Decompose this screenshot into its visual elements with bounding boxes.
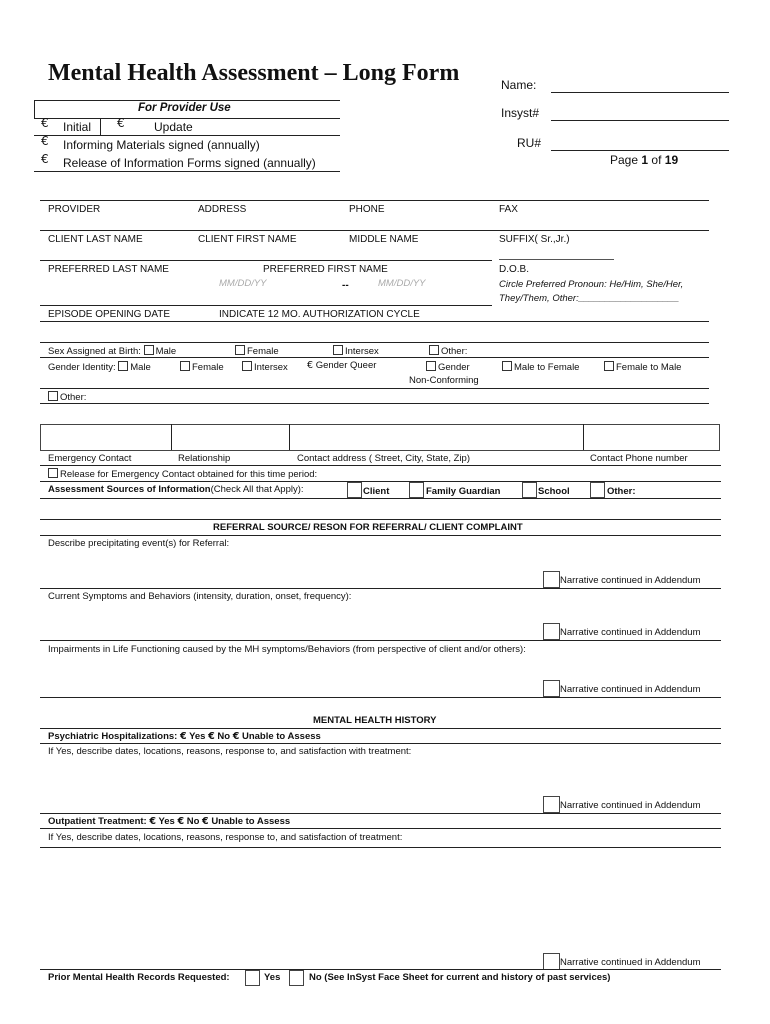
history-heading: MENTAL HEALTH HISTORY [313,715,437,726]
provider-use-title: For Provider Use [138,102,231,114]
psych-yes-checkbox[interactable]: € [179,731,187,742]
name-field[interactable] [551,92,729,93]
assessment-sources-label: Assessment Sources of Information(Check All that Apply): [48,484,304,495]
gender-m2f-option[interactable]: Male to Female [502,361,579,373]
provider-label: PROVIDER [48,204,101,215]
ru-field[interactable] [551,150,729,151]
symptoms-label: Current Symptoms and Behaviors (intensity, duration, onset, frequency): [48,591,352,602]
gender-nonconforming-label: Non-Conforming [409,375,479,386]
narrative-checkbox-5[interactable] [543,953,560,970]
psych-unable-checkbox[interactable]: € [232,731,240,742]
prior-records-yes-checkbox[interactable] [245,970,260,986]
relationship-label: Relationship [178,453,231,464]
form-title: Mental Health Assessment – Long Form [48,60,460,86]
date-dash: -- [342,280,349,291]
narrative-checkbox-4[interactable] [543,796,560,813]
fax-label: FAX [499,204,518,215]
narrative-label-3: Narrative continued in Addendum [560,684,701,695]
psych-no-checkbox[interactable]: € [208,731,215,742]
update-checkbox[interactable]: € [117,116,125,130]
source-client-label: Client [363,486,390,497]
contact-address-label: Contact address ( Street, City, State, Zip) [297,453,470,464]
psych-description-label: If Yes, describe dates, locations, reasons, response to, and satisfaction with treatment: [48,746,412,757]
checkbox-icon [180,361,190,371]
sex-assigned-row: Sex Assigned at Birth: Male [48,346,177,357]
informing-label: Informing Materials signed (annually) [63,138,260,152]
emergency-release-option[interactable]: Release for Emergency Contact obtained for this time period: [48,468,317,480]
prior-records-no-label: No (See InSyst Face Sheet for current and history of past services) [309,972,611,983]
outpatient-unable-checkbox[interactable]: € [202,816,209,827]
narrative-checkbox-1[interactable] [543,571,560,588]
gender-identity-row: Gender Identity: Male [48,362,151,373]
gender-nonconforming-option[interactable]: Gender [426,361,470,373]
checkbox-icon [235,345,245,355]
checkbox-icon [48,468,58,478]
emergency-contact-table [40,424,720,451]
release-label: Release of Information Forms signed (annually) [63,156,316,170]
source-other-label: Other: [607,486,636,497]
preferred-first-label: PREFERRED FIRST NAME [263,264,388,275]
dob-label: D.O.B. [499,264,530,275]
suffix-label: SUFFIX( Sr.,Jr.) [499,234,570,245]
source-client-checkbox[interactable] [347,482,362,498]
sex-male-checkbox[interactable] [144,345,154,355]
authorization-cycle-label: INDICATE 12 MO. AUTHORIZATION CYCLE [219,309,420,320]
psychiatric-hosp-row: Psychiatric Hospitalizations: € Yes € No € Unable to Assess [48,731,321,742]
gender-f2m-option[interactable]: Female to Male [604,361,681,373]
date-start-placeholder[interactable]: MM/DD/YY [219,278,267,289]
source-family-label: Family Guardian [426,486,501,497]
narrative-checkbox-2[interactable] [543,623,560,640]
name-label: Name: [501,78,537,92]
sex-other-option[interactable]: Other: [429,345,467,357]
insyst-label: Insyst# [501,106,540,120]
date-end-placeholder[interactable]: MM/DD/YY [378,278,426,289]
source-family-checkbox[interactable] [409,482,424,498]
checkbox-icon [502,361,512,371]
pronoun-line-1: Circle Preferred Pronoun: He/Him, She/Her, [499,279,684,290]
update-label: Update [154,120,193,134]
source-other-checkbox[interactable] [590,482,605,498]
gender-queer-option[interactable]: € Gender Queer [307,360,377,371]
narrative-checkbox-3[interactable] [543,680,560,697]
gender-other-option[interactable]: Other: [48,391,86,403]
informing-checkbox[interactable]: € [41,134,49,148]
source-school-checkbox[interactable] [522,482,537,498]
phone-label: PHONE [349,204,385,215]
impairments-label: Impairments in Life Functioning caused by the MH symptoms/Behaviors (from perspective of client and/or others): [48,644,526,655]
narrative-label-5: Narrative continued in Addendum [560,957,701,968]
outpatient-no-checkbox[interactable]: € [177,816,185,827]
checkbox-icon [426,361,436,371]
checkbox-icon [242,361,252,371]
client-last-label: CLIENT LAST NAME [48,234,143,245]
page-indicator: Page 1 of 19 [610,153,679,167]
outpatient-description-label: If Yes, describe dates, locations, reasons, response to, and satisfaction of treatment: [48,832,403,843]
release-checkbox[interactable]: € [41,152,49,166]
gender-male-checkbox[interactable] [118,361,128,371]
insyst-field[interactable] [551,120,729,121]
middle-name-label: MIDDLE NAME [349,234,419,245]
contact-phone-label: Contact Phone number [590,453,688,464]
checkbox-icon [429,345,439,355]
checkbox-icon [604,361,614,371]
sex-intersex-option[interactable]: Intersex [333,345,379,357]
address-label: ADDRESS [198,204,247,215]
gender-intersex-option[interactable]: Intersex [242,361,288,373]
narrative-label-1: Narrative continued in Addendum [560,575,701,586]
prior-records-yes-label: Yes [264,972,281,983]
narrative-label-4: Narrative continued in Addendum [560,800,701,811]
preferred-last-label: PREFERRED LAST NAME [48,264,169,275]
outpatient-yes-checkbox[interactable]: € [149,816,156,827]
checkbox-icon [48,391,58,401]
prior-records-label: Prior Mental Health Records Requested: [48,972,230,983]
ru-label: RU# [517,136,542,150]
emergency-contact-label: Emergency Contact [48,453,132,464]
precipitating-label: Describe precipitating event(s) for Referral: [48,538,230,549]
client-first-label: CLIENT FIRST NAME [198,234,297,245]
narrative-label-2: Narrative continued in Addendum [560,627,701,638]
episode-opening-label: EPISODE OPENING DATE [48,309,171,320]
initial-label: Initial [63,120,92,134]
pronoun-line-2: They/Them, Other:___________________ [499,293,680,304]
prior-records-no-checkbox[interactable] [289,970,304,986]
outpatient-row: Outpatient Treatment: € Yes € No € Unable to Assess [48,816,291,827]
source-school-label: School [538,486,570,497]
checkbox-icon [333,345,343,355]
referral-heading: REFERRAL SOURCE/ RESON FOR REFERRAL/ CLIENT COMPLAINT [213,522,523,533]
gender-female-option[interactable]: Female [180,361,224,373]
sex-female-option[interactable]: Female [235,345,279,357]
initial-checkbox[interactable]: € [41,116,49,130]
